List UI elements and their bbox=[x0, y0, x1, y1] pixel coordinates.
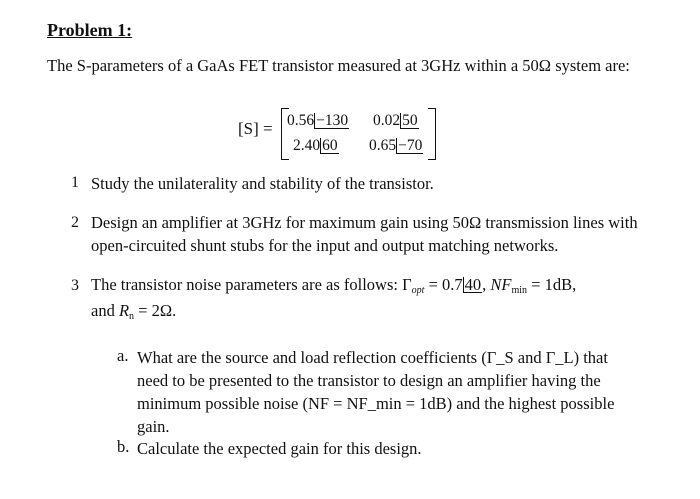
item-number: 1 bbox=[71, 174, 79, 191]
item-number: 3 bbox=[71, 277, 79, 294]
nf-min: $NF_{min} = 1dB$ bbox=[490, 275, 573, 296]
subitem-text: What are the source and load reflection coefficients (Γ_S and Γ_L) that need to be presented to the transistor to design an amplifier having the minimum possible noise (NF = NF_min = 1dB) and the highest possible gain. bbox=[137, 348, 615, 436]
item-text: Design an amplifier at 3GHz for maximum gain using 50Ω transmission lines with open-circuited shunt stubs for the input and output matching networks. bbox=[91, 213, 638, 255]
matrix-right-bracket bbox=[428, 108, 436, 160]
subitem-label: a. bbox=[117, 346, 129, 365]
matrix-s11: 0.56 −130 bbox=[287, 112, 349, 129]
item-number: 2 bbox=[71, 214, 79, 231]
problem-title: Problem 1: bbox=[47, 20, 133, 40]
matrix-s22: 0.65 −70 bbox=[369, 137, 423, 154]
item-text: Study the unilaterality and stability of the transistor. bbox=[91, 174, 434, 193]
subitem-label: b. bbox=[117, 437, 130, 456]
gamma-opt: $\Gamma_{opt} = 0.7$ 40 bbox=[402, 275, 482, 296]
problem-intro: The S-parameters of a GaAs FET transistor measured at 3GHz within a 50Ω system are: bbox=[47, 56, 630, 75]
matrix-s21: 2.40 60 bbox=[293, 137, 338, 154]
item-3-line-2: and $R_n = 2\Omega$. bbox=[91, 301, 177, 322]
item-3-line-1: The transistor noise parameters are as follows: $\Gamma_{opt} = 0.7$ 40, $NF_{min} = 1dB$, bbox=[91, 275, 577, 296]
matrix-label: [S] = bbox=[238, 119, 273, 138]
matrix-s12: 0.02 50 bbox=[373, 112, 418, 129]
subitem-text: Calculate the expected gain for this design. bbox=[137, 439, 422, 458]
